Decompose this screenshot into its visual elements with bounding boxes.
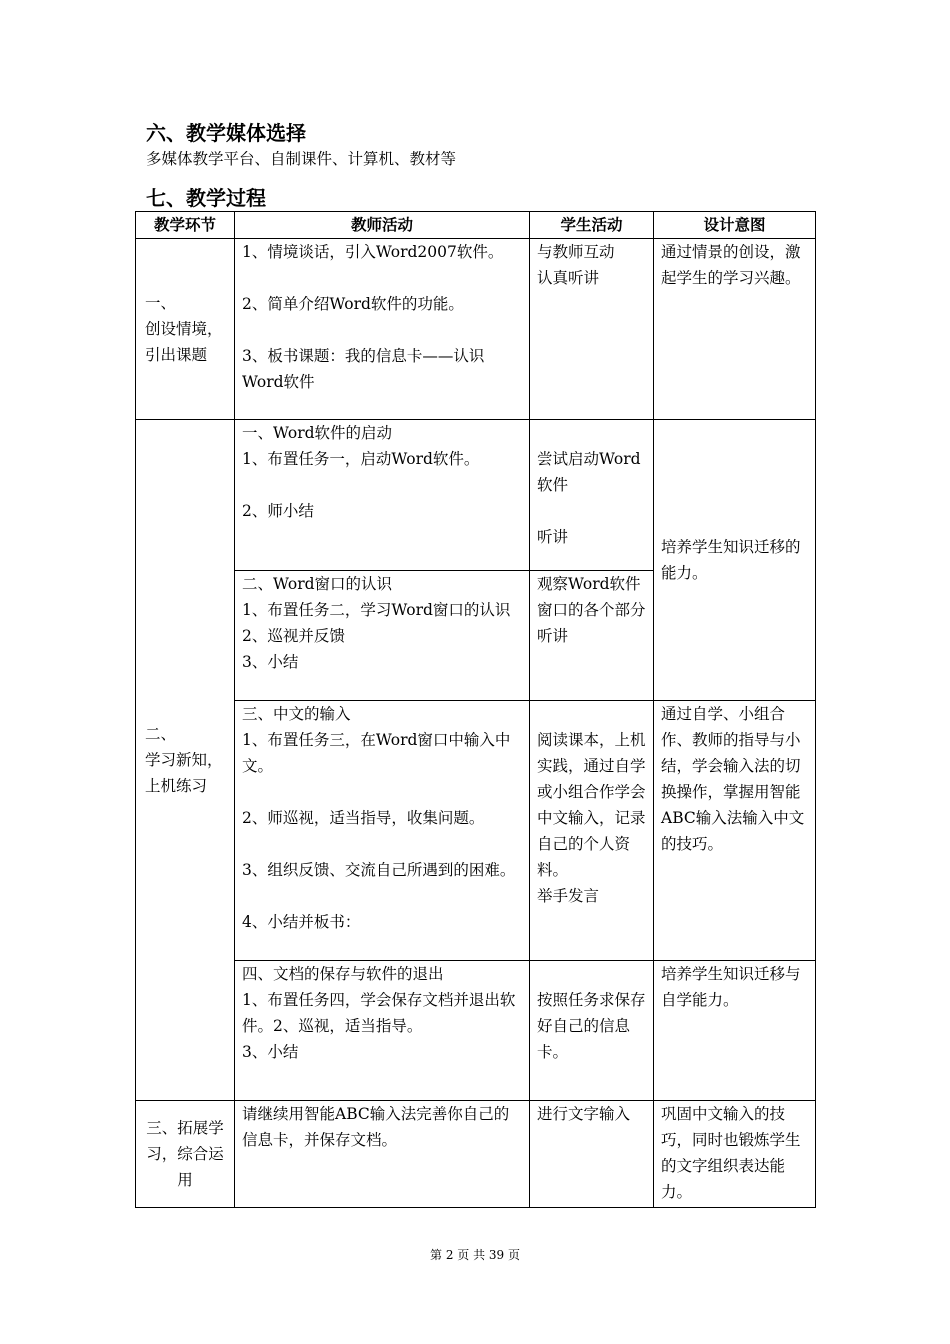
section-heading-process: 七、教学过程 xyxy=(146,186,266,210)
student-cell: 阅读课本，上机实践，通过自学或小组合作学会中文输入，记录自己的个人资料。 举手发言 xyxy=(530,701,654,961)
teacher-cell: 请继续用智能ABC输入法完善你自己的信息卡，并保存文档。 xyxy=(235,1101,530,1208)
header-stage: 教学环节 xyxy=(136,212,235,239)
teacher-cell: 四、文档的保存与软件的退出 1、布置任务四，学会保存文档并退出软件。2、巡视，适当指导。 3、小结 xyxy=(235,961,530,1101)
table-header-row xyxy=(136,212,816,239)
header-student: 学生活动 xyxy=(530,212,654,239)
student-cell: 进行文字输入 xyxy=(530,1101,654,1208)
stage-cell: 二、 学习新知，上机练习 xyxy=(136,420,235,1101)
intent-cell: 培养学生知识迁移的能力。 xyxy=(654,420,816,701)
header-intent: 设计意图 xyxy=(654,212,816,239)
student-cell: 按照任务求保存好自己的信息卡。 xyxy=(530,961,654,1101)
intent-cell: 巩固中文输入的技巧，同时也锻炼学生的文字组织表达能力。 xyxy=(654,1101,816,1208)
table-row xyxy=(136,701,816,961)
intent-cell: 通过自学、小组合作、教师的指导与小结，学会输入法的切换操作，掌握用智能ABC输入法输入中文的技巧。 xyxy=(654,701,816,961)
table-row xyxy=(136,239,816,420)
student-cell: 观察Word软件窗口的各个部分 听讲 xyxy=(530,571,654,701)
media-list-text: 多媒体教学平台、自制课件、计算机、教材等 xyxy=(146,150,457,168)
table-row xyxy=(136,961,816,1101)
stage-cell: 三、拓展学习，综合运用 xyxy=(136,1101,235,1208)
student-cell: 尝试启动Word软件 听讲 xyxy=(530,420,654,571)
intent-cell: 通过情景的创设，激起学生的学习兴趣。 xyxy=(654,239,816,420)
teaching-process-table xyxy=(135,211,816,1208)
page-footer: 第 2 页 共 39 页 xyxy=(430,1248,520,1262)
teacher-cell: 1、情境谈话，引入Word2007软件。 2、简单介绍Word软件的功能。 3、板书课题：我的信息卡——认识Word软件 xyxy=(235,239,530,420)
table-row xyxy=(136,1101,816,1208)
header-teacher: 教师活动 xyxy=(235,212,530,239)
teacher-cell: 一、Word软件的启动 1、布置任务一，启动Word软件。 2、师小结 xyxy=(235,420,530,571)
teacher-cell: 三、中文的输入 1、布置任务三，在Word窗口中输入中文。 2、师巡视，适当指导，收集问题。 3、组织反馈、交流自己所遇到的困难。 4、小结并板书： xyxy=(235,701,530,961)
table-row xyxy=(136,420,816,571)
intent-cell: 培养学生知识迁移与自学能力。 xyxy=(654,961,816,1101)
stage-cell: 一、 创设情境，引出课题 xyxy=(136,239,235,420)
student-cell: 与教师互动 认真听讲 xyxy=(530,239,654,420)
teacher-cell: 二、Word窗口的认识 1、布置任务二，学习Word窗口的认识 2、巡视并反馈 3、小结 xyxy=(235,571,530,701)
section-heading-media: 六、教学媒体选择 xyxy=(146,121,306,145)
